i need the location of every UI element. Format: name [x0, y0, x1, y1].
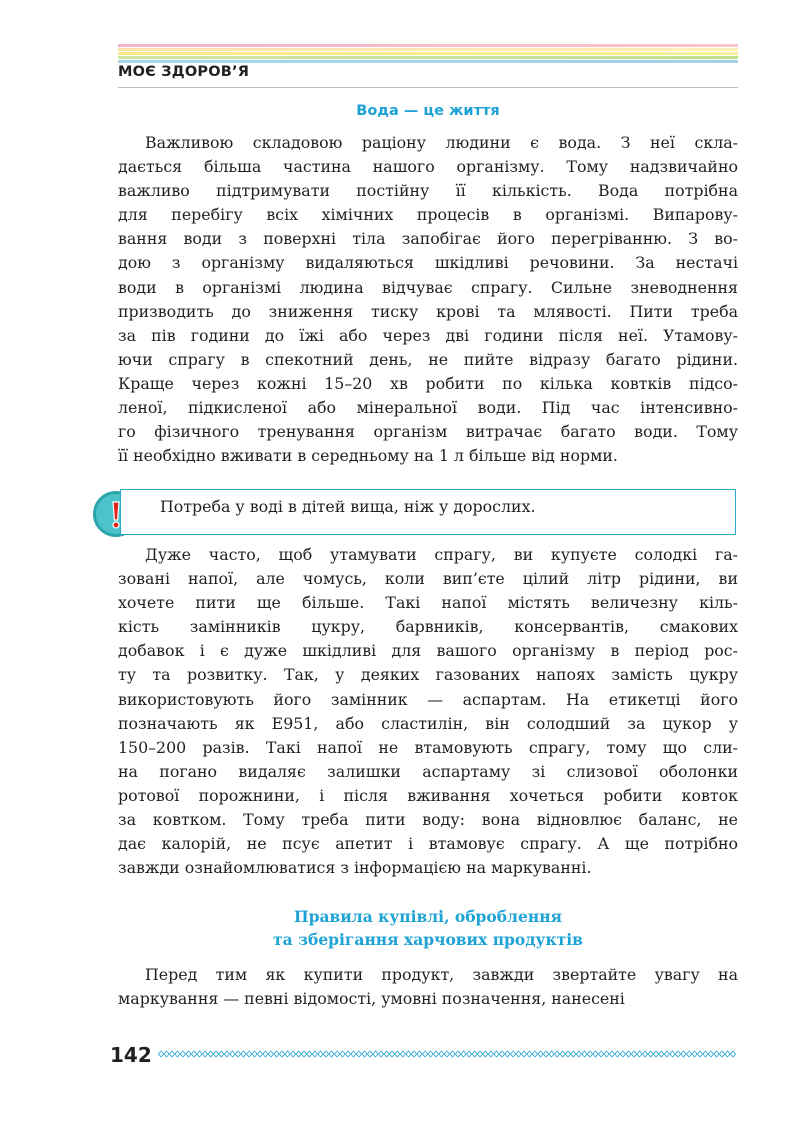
header-divider — [118, 87, 738, 88]
ornament-diamond — [730, 1051, 735, 1057]
text-line: зовані напої, але чомусь, коли вип’єте цілий літр рідини, ви — [118, 569, 738, 589]
ornament-diamond — [472, 1051, 477, 1057]
text-line: Дуже часто, щоб утамувати спрагу, ви купуєте солодкі га- — [145, 545, 738, 564]
ornament-diamond — [373, 1051, 378, 1057]
ornament-diamond — [598, 1051, 603, 1057]
ornament-diamond — [560, 1051, 565, 1057]
ornament-diamond — [725, 1051, 730, 1057]
heading-line: та зберігання харчових продуктів — [273, 930, 583, 949]
section-heading-food-rules — [118, 905, 738, 951]
ornament-diamond — [428, 1051, 433, 1057]
ornament-diamond — [307, 1051, 312, 1057]
ornament-diamond — [230, 1051, 235, 1057]
ornament-diamond — [175, 1051, 180, 1057]
text-line: води в організмі людина відчуває спрагу. Сильне зневоднення — [118, 277, 738, 297]
ornament-diamond — [180, 1051, 185, 1057]
ornament-diamond — [301, 1051, 306, 1057]
ornament-diamond — [692, 1051, 697, 1057]
ornament-diamond — [356, 1051, 361, 1057]
ornament-diamond — [417, 1051, 422, 1057]
text-line: леної, підкисленої або мінеральної води. Під час інтенсивно- — [118, 398, 738, 418]
stripe-yellow — [118, 52, 738, 55]
ornament-diamond — [576, 1051, 581, 1057]
ornament-diamond — [587, 1051, 592, 1057]
ornament-diamond — [406, 1051, 411, 1057]
note-text: Потреба у воді в дітей вища, ніж у дорослих. — [160, 497, 536, 516]
ornament-diamond — [686, 1051, 691, 1057]
ornament-diamond — [670, 1051, 675, 1057]
ornament-diamond — [296, 1051, 301, 1057]
text-line: дається більша частина нашого організму. Тому надзвичайно — [118, 157, 738, 177]
ornament-diamond — [505, 1051, 510, 1057]
ornament-diamond — [708, 1051, 713, 1057]
text-line: її необхідно вживати в середньому на 1 л більше від норми. — [118, 446, 618, 466]
ornament-diamond — [494, 1051, 499, 1057]
section-heading-water: Вода — це життя — [356, 103, 500, 119]
paragraph-water — [118, 131, 738, 468]
ornament-diamond — [697, 1051, 702, 1057]
text-line: маркування — певні відомості, умовні позначення, нанесені — [118, 989, 625, 1009]
stripe-blue — [118, 60, 738, 63]
text-line: вання води з поверхні тіла запобігає його перегріванню. З во- — [118, 229, 738, 249]
ornament-diamond — [719, 1051, 724, 1057]
ornament-diamond — [466, 1051, 471, 1057]
ornament-diamond — [461, 1051, 466, 1057]
ornament-diamond — [642, 1051, 647, 1057]
text-line: Важливою складовою раціону людини є вода. З неї скла- — [145, 133, 738, 152]
ornament-diamond — [219, 1051, 224, 1057]
ornament-diamond — [565, 1051, 570, 1057]
ornament-diamond — [164, 1051, 169, 1057]
ornament-diamond — [329, 1051, 334, 1057]
ornament-diamond — [499, 1051, 504, 1057]
ornament-diamond — [345, 1051, 350, 1057]
ornament-diamond — [538, 1051, 543, 1057]
ornament-diamond — [681, 1051, 686, 1057]
ornament-diamond — [604, 1051, 609, 1057]
ornament-diamond — [395, 1051, 400, 1057]
ornament-diamond — [290, 1051, 295, 1057]
ornament-diamond — [637, 1051, 642, 1057]
text-line: за ковтком. Тому треба пити воду: вона відновлює баланс, не — [118, 810, 738, 830]
ornament-diamond — [318, 1051, 323, 1057]
ornament-diamond — [631, 1051, 636, 1057]
ornament-diamond — [186, 1051, 191, 1057]
ornament-diamond — [235, 1051, 240, 1057]
text-line: добавок і є дуже шкідливі для вашого організму в період рос- — [118, 641, 738, 661]
ornament-diamond — [664, 1051, 669, 1057]
text-line: ротової порожнини, і після вживання хочеться робити ковток — [118, 785, 738, 805]
stripe-pink — [118, 44, 738, 47]
text-line: за пів години до їжі або через дві години після неї. Утамову- — [118, 325, 738, 345]
ornament-diamond — [571, 1051, 576, 1057]
text-line: на погано видаляє залишки аспартаму зі слизової оболонки — [118, 761, 738, 781]
ornament-diamond — [312, 1051, 317, 1057]
text-line: Краще через кожні 15–20 хв робити по кілька ковтків підсо- — [118, 373, 738, 393]
text-line: ту та розвитку. Так, у деяких газованих напоях замість цукру — [118, 665, 738, 685]
ornament-diamond — [516, 1051, 521, 1057]
text-line: дою з організму видаляються шкідливі речовини. За нестачі — [118, 253, 738, 273]
footer-ornament — [158, 1049, 738, 1059]
ornament-diamond — [323, 1051, 328, 1057]
ornament-diamond — [362, 1051, 367, 1057]
ornament-diamond — [274, 1051, 279, 1057]
ornament-diamond — [439, 1051, 444, 1057]
text-line: позначають як Е951, або сластилін, він солодший за цукор у — [118, 713, 738, 733]
ornament-diamond — [450, 1051, 455, 1057]
text-line: дає калорій, не псує апетит і втамовує спрагу. А ще потрібно — [118, 834, 738, 854]
ornament-diamond — [351, 1051, 356, 1057]
ornament-diamond — [648, 1051, 653, 1057]
ornament-diamond — [268, 1051, 273, 1057]
ornament-diamond — [158, 1051, 163, 1057]
ornament-diamond — [659, 1051, 664, 1057]
text-line: завжди ознайомлюватися з інформацією на маркуванні. — [118, 858, 592, 878]
ornament-diamond — [252, 1051, 257, 1057]
stripe-green — [118, 56, 738, 59]
ornament-diamond — [334, 1051, 339, 1057]
section-label: МОЄ ЗДОРОВ’Я — [118, 64, 250, 80]
ornament-diamond — [378, 1051, 383, 1057]
ornament-diamond — [246, 1051, 251, 1057]
ornament-diamond — [433, 1051, 438, 1057]
ornament-diamond — [532, 1051, 537, 1057]
text-line: хочете пити ще більше. Такі напої містять величезну кіль- — [118, 593, 738, 613]
ornament-diamond — [444, 1051, 449, 1057]
ornament-diamond — [549, 1051, 554, 1057]
paragraph-sweet-drinks — [118, 543, 738, 880]
text-line: важливо підтримувати постійну її кількість. Вода потрібна — [118, 181, 738, 201]
page-number: 142 — [110, 1043, 152, 1067]
ornament-diamond — [527, 1051, 532, 1057]
ornament-diamond — [241, 1051, 246, 1057]
ornament-diamond — [400, 1051, 405, 1057]
ornament-diamond — [510, 1051, 515, 1057]
heading-line: Правила купівлі, оброблення — [293, 907, 562, 926]
ornament-diamond — [455, 1051, 460, 1057]
ornament-diamond — [257, 1051, 262, 1057]
paragraph-labeling — [118, 963, 738, 1011]
ornament-diamond — [620, 1051, 625, 1057]
text-line: використовують його замінник — аспартам. На етикетці його — [118, 689, 738, 709]
ornament-diamond — [626, 1051, 631, 1057]
text-line: 150–200 разів. Такі напої не втамовують спрагу, тому що сли- — [118, 737, 738, 757]
ornament-diamond — [279, 1051, 284, 1057]
ornament-diamond — [285, 1051, 290, 1057]
ornament-diamond — [202, 1051, 207, 1057]
ornament-diamond — [191, 1051, 196, 1057]
ornament-diamond — [521, 1051, 526, 1057]
ornament-diamond — [483, 1051, 488, 1057]
ornament-diamond — [384, 1051, 389, 1057]
ornament-diamond — [197, 1051, 202, 1057]
ornament-diamond — [213, 1051, 218, 1057]
ornament-diamond — [488, 1051, 493, 1057]
text-line: призводить до зниження тиску крові та млявості. Пити треба — [118, 301, 738, 321]
ornament-diamond — [169, 1051, 174, 1057]
ornament-diamond — [367, 1051, 372, 1057]
ornament-diamond — [389, 1051, 394, 1057]
ornament-diamond — [582, 1051, 587, 1057]
ornament-diamond — [653, 1051, 658, 1057]
ornament-diamond — [422, 1051, 427, 1057]
ornament-diamond — [714, 1051, 719, 1057]
ornament-diamond — [615, 1051, 620, 1057]
ornament-diamond — [208, 1051, 213, 1057]
header-color-stripes — [118, 44, 738, 64]
text-line: кість замінників цукру, барвників, консервантів, смакових — [118, 617, 738, 637]
stripe-cream — [118, 48, 738, 51]
ornament-diamond — [703, 1051, 708, 1057]
ornament-diamond — [411, 1051, 416, 1057]
text-line: Перед тим як купити продукт, завжди звертайте увагу на — [145, 965, 738, 984]
text-line: для перебігу всіх хімічних процесів в організмі. Випарову- — [118, 205, 738, 225]
text-line: го фізичного тренування організм витрачає багато води. Тому — [118, 422, 738, 442]
ornament-diamond — [609, 1051, 614, 1057]
ornament-diamond — [543, 1051, 548, 1057]
ornament-diamond — [224, 1051, 229, 1057]
text-line: ючи спрагу в спекотний день, не пийте відразу багато рідини. — [118, 349, 738, 369]
ornament-diamond — [340, 1051, 345, 1057]
ornament-diamond — [263, 1051, 268, 1057]
ornament-diamond — [554, 1051, 559, 1057]
ornament-diamond — [593, 1051, 598, 1057]
ornament-diamond — [675, 1051, 680, 1057]
ornament-diamond — [477, 1051, 482, 1057]
